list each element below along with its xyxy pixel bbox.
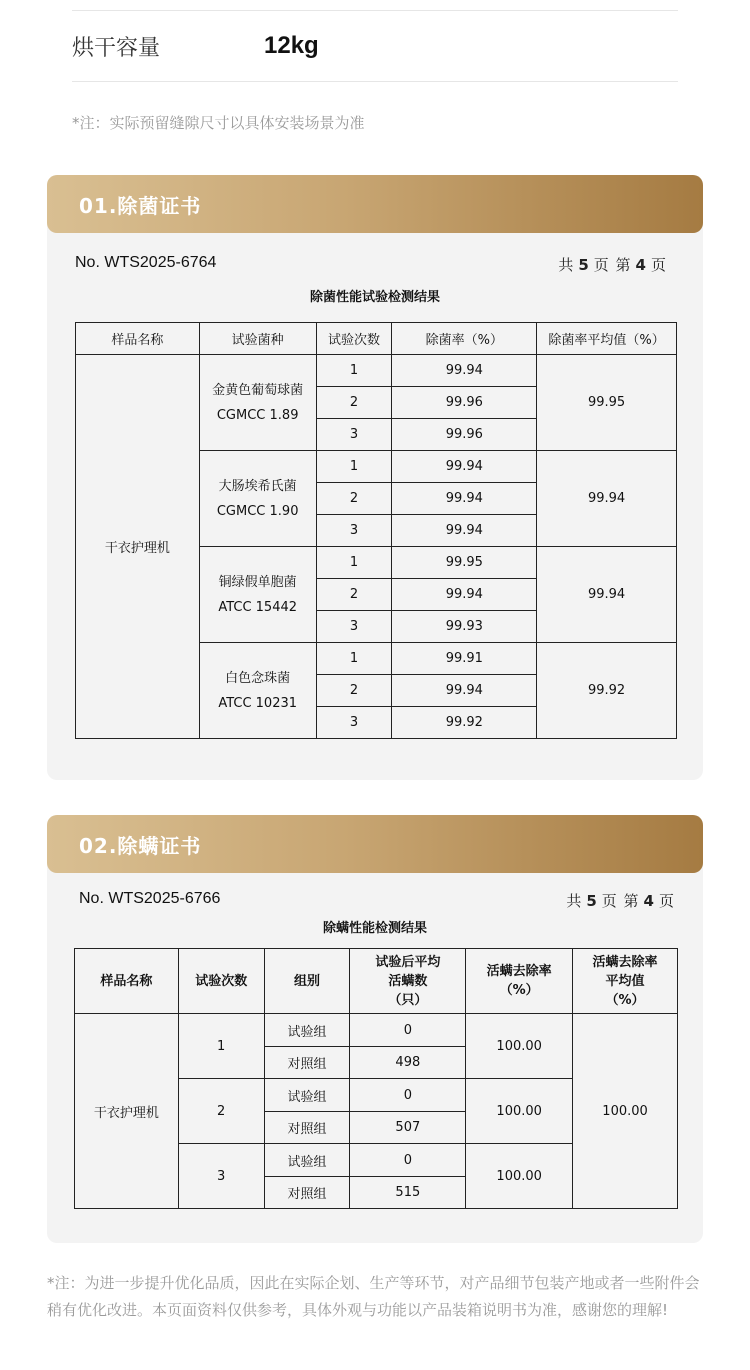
cert2-table: [74, 948, 678, 1209]
trial-number: 1: [316, 451, 392, 483]
cert2-header: [47, 815, 703, 873]
cert1-col-header: 样品名称: [76, 323, 200, 355]
cert2-col-count: 试验后平均 活螨数 （只）: [350, 949, 466, 1014]
cert1-page-info: 共 5 页 第 4 页: [558, 256, 667, 274]
average-rate: 99.92: [537, 643, 677, 739]
removal-rate: 99.95: [392, 547, 537, 579]
strain-name: 白色念珠菌: [225, 670, 291, 686]
spec-value: 12kg: [264, 32, 319, 59]
cert1-doc-no: No. WTS2025-6764: [75, 254, 217, 271]
removal-rate: 99.94: [392, 451, 537, 483]
cert1-header-title: 01.除菌证书: [79, 193, 202, 218]
group-label: 对照组: [264, 1177, 350, 1209]
removal-rate: 100.00: [466, 1079, 573, 1144]
removal-rate: 100.00: [466, 1144, 573, 1209]
average-rate: 99.94: [537, 451, 677, 547]
cert2-col-trial: 试验次数: [178, 949, 264, 1014]
trial-number: 2: [316, 579, 392, 611]
removal-rate: 99.94: [392, 579, 537, 611]
strain-code: CGMCC 1.90: [216, 503, 299, 519]
strain-name: 大肠埃希氏菌: [218, 478, 297, 494]
average-rate: 99.95: [537, 355, 677, 451]
cert2-doc-no: No. WTS2025-6766: [79, 890, 221, 907]
group-label: 对照组: [264, 1112, 350, 1144]
cert2-header-title: 02.除螨证书: [79, 833, 202, 858]
mite-count: 0: [350, 1014, 466, 1047]
spec-label: 烘干容量: [72, 35, 161, 61]
trial-number: 2: [178, 1079, 264, 1144]
trial-number: 2: [316, 675, 392, 707]
strain-name: 铜绿假单胞菌: [218, 574, 297, 590]
strain-code: ATCC 10231: [218, 695, 298, 711]
table-row: [76, 355, 677, 387]
trial-number: 3: [316, 419, 392, 451]
mite-count: 515: [350, 1177, 466, 1209]
mite-count: 0: [350, 1079, 466, 1112]
cert2-col-avg: 活螨去除率 平均值 （%）: [573, 949, 678, 1014]
trial-number: 1: [178, 1014, 264, 1079]
cert1-sample-name: 干衣护理机: [76, 355, 200, 739]
spec-row: [72, 10, 678, 82]
removal-rate: 99.94: [392, 355, 537, 387]
group-label: 对照组: [264, 1047, 350, 1079]
cert1-col-header: 试验次数: [316, 323, 392, 355]
cert2-table-body: [75, 1014, 678, 1209]
trial-number: 3: [178, 1144, 264, 1209]
trial-number: 3: [316, 515, 392, 547]
removal-rate: 99.93: [392, 611, 537, 643]
cert2-doc-title: 除螨性能检测结果: [322, 921, 427, 936]
removal-rate: 99.96: [392, 387, 537, 419]
removal-rate: 99.92: [392, 707, 537, 739]
trial-number: 1: [316, 355, 392, 387]
cert2-col-removal: 活螨去除率 （%）: [466, 949, 573, 1014]
trial-number: 1: [316, 547, 392, 579]
removal-rate: 99.94: [392, 483, 537, 515]
cert2-col-group: 组别: [264, 949, 350, 1014]
mite-count: 498: [350, 1047, 466, 1079]
mite-count: 507: [350, 1112, 466, 1144]
cert1-table-body: [76, 355, 677, 739]
removal-rate: 99.91: [392, 643, 537, 675]
strain-code: CGMCC 1.89: [216, 407, 299, 423]
cert1-col-header: 试验菌种: [199, 323, 316, 355]
cert1-doc-title: 除菌性能试验检测结果: [309, 290, 440, 305]
group-label: 试验组: [264, 1144, 350, 1177]
table-row: [75, 1014, 678, 1047]
removal-rate: 100.00: [466, 1014, 573, 1079]
mite-count: 0: [350, 1144, 466, 1177]
strain-name: 金黄色葡萄球菌: [212, 382, 304, 398]
trial-number: 3: [316, 707, 392, 739]
cert2-panel: [47, 815, 703, 1243]
trial-number: 3: [316, 611, 392, 643]
trial-number: 2: [316, 387, 392, 419]
removal-rate: 99.94: [392, 675, 537, 707]
cert1-col-header: 除菌率（%）: [392, 323, 537, 355]
cert1-strain: [199, 451, 316, 547]
cert2-sample-name: 干衣护理机: [75, 1014, 179, 1209]
trial-number: 1: [316, 643, 392, 675]
cert1-strain: [199, 547, 316, 643]
cert1-col-header: 除菌率平均值（%）: [537, 323, 677, 355]
cert1-header: [47, 175, 703, 233]
strain-code: ATCC 15442: [218, 599, 298, 615]
note-top: *注：实际预留缝隙尺寸以具体安装场景为准: [72, 114, 365, 132]
cert1-strain: [199, 355, 316, 451]
cert1-panel: [47, 175, 703, 780]
removal-rate: 99.94: [392, 515, 537, 547]
trial-number: 2: [316, 483, 392, 515]
cert1-strain: [199, 643, 316, 739]
group-label: 试验组: [264, 1014, 350, 1047]
cert1-table: [75, 322, 677, 739]
cert2-page-info: 共 5 页 第 4 页: [566, 892, 675, 910]
note-bottom: *注：为进一步提升优化品质，因此在实际企划、生产等环节，对产品细节包装产地或者一些附件会稍有优化改进。本页面资料仅供参考，具体外观与功能以产品装箱说明书为准，感谢您的理解!: [47, 1274, 700, 1319]
average-rate: 100.00: [573, 1014, 678, 1209]
average-rate: 99.94: [537, 547, 677, 643]
group-label: 试验组: [264, 1079, 350, 1112]
cert2-col-sample: 样品名称: [75, 949, 179, 1014]
removal-rate: 99.96: [392, 419, 537, 451]
